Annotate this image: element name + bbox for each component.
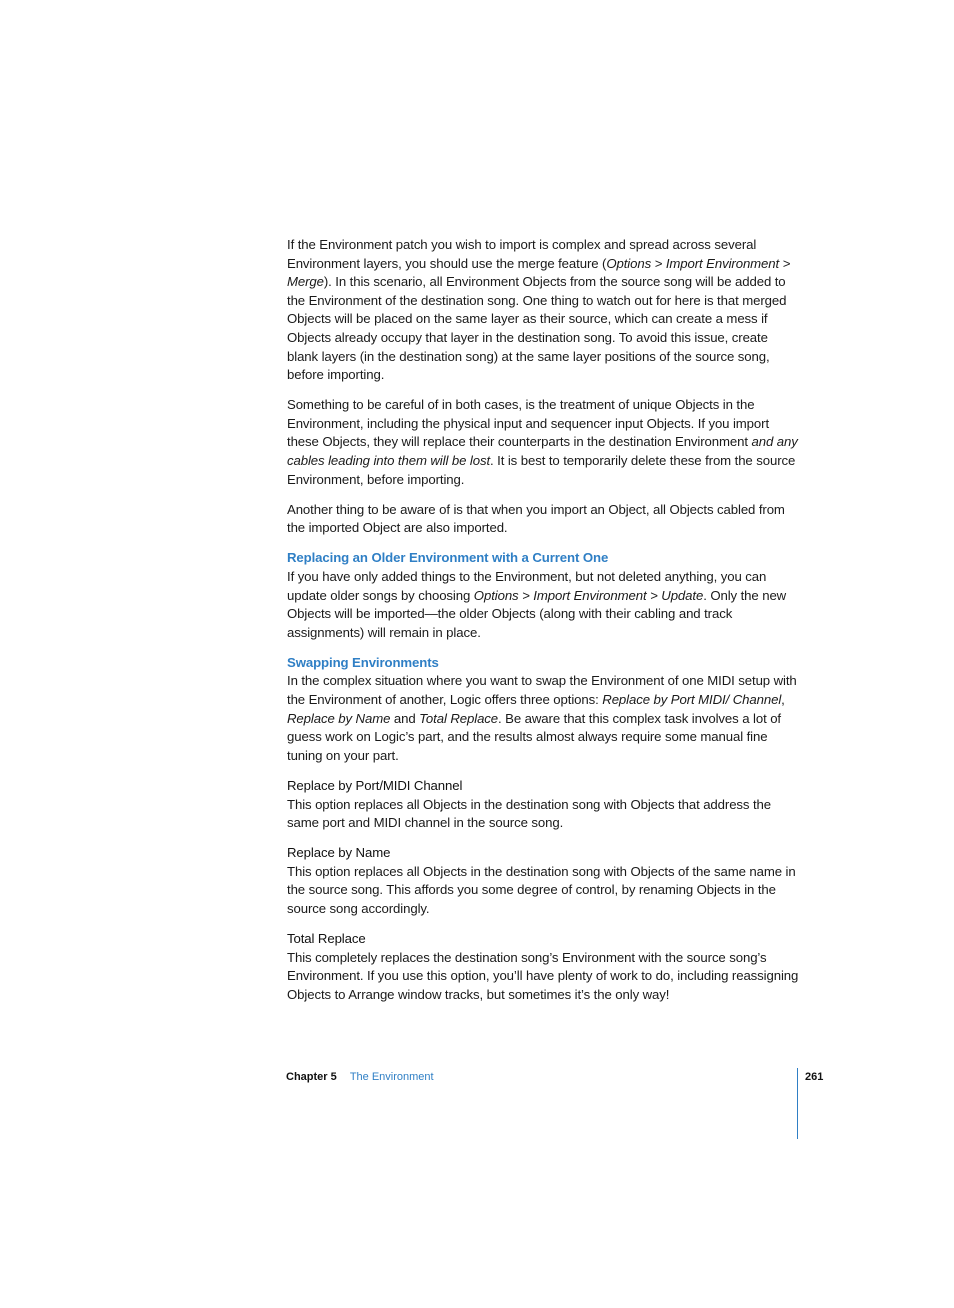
footer-divider: [797, 1068, 798, 1139]
page-number: 261: [805, 1071, 824, 1083]
heading-replacing-older-environment: Replacing an Older Environment with a Current One: [287, 550, 609, 566]
chapter-label: Chapter 5: [286, 1071, 337, 1083]
paragraph-unique-objects: Something to be careful of in both cases, is the treatment of unique Objects in the Environment, including the physical input and sequencer input Objects. If you import these Objects, they will replace their counterparts in the destination Environment and any cables leading into them will be lost. It is best to temporarily delete these from the source Environment, before importing.: [287, 397, 798, 487]
paragraph-swapping-environments: In the complex situation where you want to swap the Environment of one MIDI setup with the Environment of another, Logic offers three options: Replace by Port MIDI/ Channel, Replace by Name and Total Replace. Be aware that this complex task involves a lot of guess work on Logic’s part, and the results almost always require some manual fine tuning on your part.: [287, 673, 797, 763]
subheading-replace-by-port: Replace by Port/MIDI Channel: [287, 777, 463, 793]
subheading-total-replace: Total Replace: [287, 931, 366, 947]
paragraph-merge-import: If the Environment patch you wish to import is complex and spread across several Environment layers, you should use the merge feature (Options > Import Environment > Merge). In this scenario, all Environment Objects from the source song will be added to the Environment of the destination song. One thing to watch out for here is that merged Objects will be placed on the same layer as their source, which can create a mess if Objects already occupy that layer in the destination song. To avoid this issue, create blank layers (in the destination song) at the same layer positions of the source song, before importing.: [287, 237, 791, 383]
paragraph-replace-by-port: This option replaces all Objects in the destination song with Objects that address the same port and MIDI channel in the source song.: [287, 796, 772, 831]
subheading-replace-by-name: Replace by Name: [287, 845, 391, 861]
chapter-title-link[interactable]: The Environment: [349, 1071, 434, 1083]
paragraph-cabled-objects: Another thing to be aware of is that when you import an Object, all Objects cabled from the imported Object are also imported.: [287, 501, 785, 536]
paragraph-replace-by-name: This option replaces all Objects in the destination song with Objects of the same name in the source song. This affords you some degree of control, by renaming Objects in the source song accordingly.: [287, 863, 796, 916]
page-body: [287, 236, 799, 1016]
paragraph-total-replace: This completely replaces the destination song’s Environment with the source song’s Environment. If you use this option, you’ll have plenty of work to do, including reassigning Objects to Arrange window tracks, but sometimes it’s the only way!: [287, 949, 799, 1002]
heading-swapping-environments: Swapping Environments: [287, 654, 439, 670]
page-footer: [286, 1069, 434, 1085]
paragraph-replacing-older-environment: If you have only added things to the Environment, but not deleted anything, you can update older songs by choosing Options > Import Environment > Update. Only the new Objects will be imported—the older Objects (along with their cabling and track assignments) will remain in place.: [287, 569, 787, 640]
